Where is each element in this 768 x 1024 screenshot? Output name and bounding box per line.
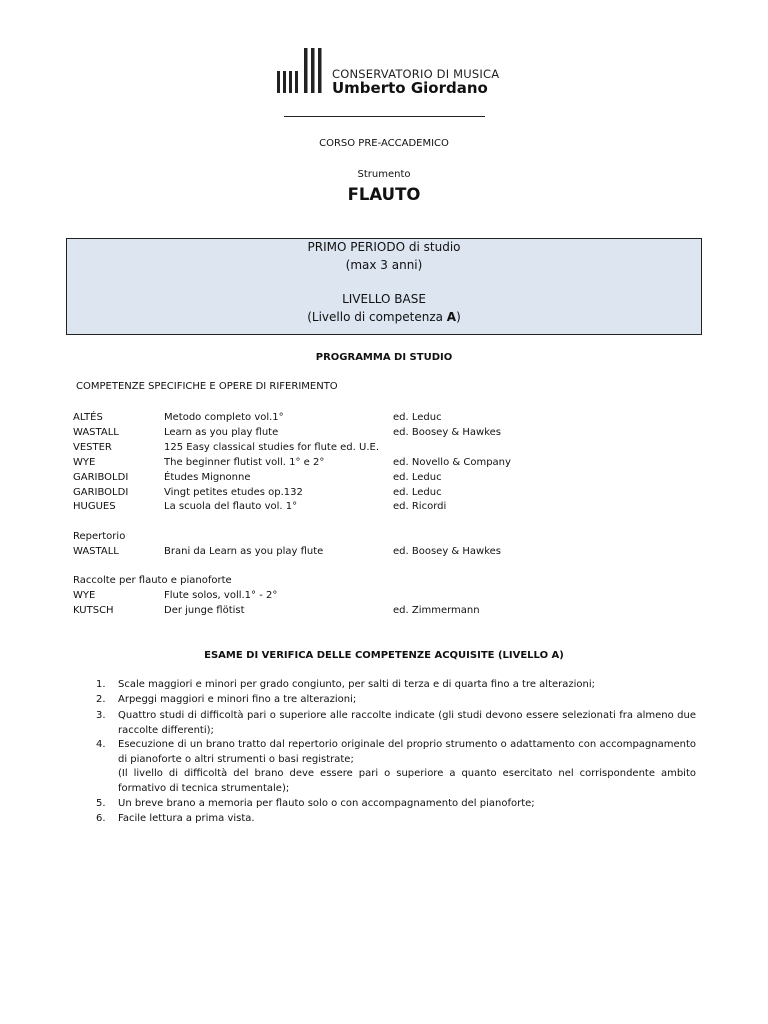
repertoire-label: Repertorio: [73, 531, 126, 542]
exam-item-number: 2.: [96, 694, 106, 705]
study-title: The beginner flutist voll. 1° e 2°: [164, 457, 325, 468]
instrument-name: FLAUTO: [347, 185, 421, 204]
study-title: Études Mignonne: [164, 472, 251, 483]
repertoire-author: WASTALL: [73, 546, 119, 557]
exam-item-main-text: Esecuzione di un brano tratto dal repertorio originale del proprio strumento o adattamento con accompagnamento di pianoforte o altri strumenti o basi registrate;: [118, 739, 696, 765]
study-publisher: ed. Novello & Company: [393, 457, 511, 468]
competence-suffix: ): [456, 310, 461, 324]
competence-letter: A: [446, 310, 457, 324]
institution-name-line2: Umberto Giordano: [332, 79, 488, 97]
study-author: VESTER: [73, 442, 112, 453]
study-title: 125 Easy classical studies for flute ed. U.E.: [164, 442, 380, 453]
header-divider: [284, 116, 485, 117]
study-title: Metodo completo vol.1°: [164, 412, 284, 423]
study-publisher: ed. Leduc: [393, 412, 442, 423]
study-publisher: ed. Ricordi: [393, 501, 447, 512]
study-author: ALTÉS: [73, 412, 103, 423]
exam-item-text: Quattro studi di difficoltà pari o superiore alle raccolte indicate (gli studi devono essere selezionati fra almeno due raccolte differenti);: [118, 710, 696, 736]
exam-item: [96, 693, 696, 708]
competence-prefix: (Livello di competenza: [307, 310, 447, 324]
collections-label: Raccolte per flauto e pianoforte: [73, 575, 232, 586]
course-title: CORSO PRE-ACCADEMICO: [319, 138, 449, 149]
exam-item-number: 4.: [96, 739, 106, 750]
study-title: Vingt petites etudes op.132: [164, 487, 303, 498]
exam-item-number: 5.: [96, 798, 106, 809]
study-author: HUGUES: [73, 501, 116, 512]
collection-title: Flute solos, voll.1° - 2°: [164, 590, 278, 601]
exam-item: [96, 678, 696, 693]
exam-item: [96, 812, 696, 827]
exam-title: ESAME DI VERIFICA DELLE COMPETENZE ACQUISITE (LIVELLO A): [204, 650, 564, 661]
study-author: WASTALL: [73, 427, 119, 438]
exam-item-text: Facile lettura a prima vista.: [118, 813, 255, 824]
repertoire-title: Brani da Learn as you play flute: [164, 546, 324, 557]
study-author: GARIBOLDI: [73, 472, 129, 483]
exam-item-number: 1.: [96, 679, 106, 690]
exam-item: [96, 738, 696, 798]
repertoire-publisher: ed. Boosey & Hawkes: [393, 546, 502, 557]
exam-item-note: (Il livello di difficoltà del brano deve essere pari o superiore a quanto esercitato nel corrispondente ambito formativo di tecnica strumentale);: [118, 768, 696, 795]
study-publisher: ed. Boosey & Hawkes: [393, 427, 502, 438]
exam-item-number: 3.: [96, 710, 106, 721]
study-title: La scuola del flauto vol. 1°: [164, 501, 298, 512]
competences-title: COMPETENZE SPECIFICHE E OPERE DI RIFERIMENTO: [76, 381, 338, 392]
exam-item-text: Arpeggi maggiori e minori fino a tre alterazioni;: [118, 694, 357, 705]
conservatory-logo: [277, 48, 500, 98]
study-author: WYE: [73, 457, 96, 468]
period-line: PRIMO PERIODO di studio: [307, 240, 461, 254]
exam-item: [96, 709, 696, 739]
study-publisher: ed. Leduc: [393, 487, 442, 498]
exam-item-text: Un breve brano a memoria per flauto solo o con accompagnamento del pianoforte;: [118, 798, 535, 809]
level-box: [66, 238, 702, 335]
study-author: GARIBOLDI: [73, 487, 129, 498]
level-line: LIVELLO BASE: [342, 292, 426, 306]
competence-line: [67, 310, 701, 324]
exam-item-text: [118, 738, 696, 797]
collection-author: KUTSCH: [73, 605, 114, 616]
institution-name-line1: CONSERVATORIO DI MUSICA: [332, 67, 500, 81]
collection-title: Der junge flötist: [164, 605, 245, 616]
collection-publisher: ed. Zimmermann: [393, 605, 480, 616]
duration-line: (max 3 anni): [345, 258, 423, 272]
exam-item-text: Scale maggiori e minori per grado congiunto, per salti di terza e di quarta fino a tre alterazioni;: [118, 679, 596, 690]
exam-item-number: 6.: [96, 813, 106, 824]
exam-item: [96, 797, 696, 812]
instrument-label: Strumento: [357, 169, 411, 180]
program-title: PROGRAMMA DI STUDIO: [315, 352, 453, 363]
collection-author: WYE: [73, 590, 96, 601]
piano-keys-icon: [277, 48, 327, 98]
study-title: Learn as you play flute: [164, 427, 279, 438]
study-publisher: ed. Leduc: [393, 472, 442, 483]
